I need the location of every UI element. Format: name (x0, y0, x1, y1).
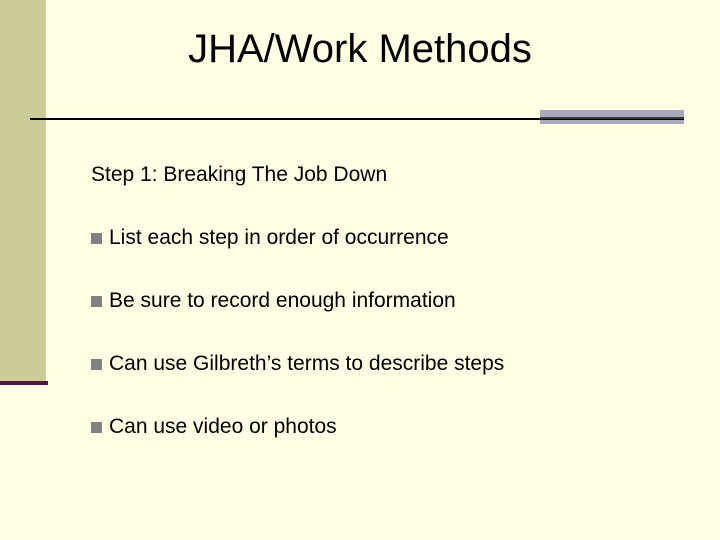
slide-title: JHA/Work Methods (188, 27, 532, 71)
bullet-item (91, 221, 691, 255)
bullet-text: Can use Gilbreth’s terms to describe steps (109, 352, 505, 375)
square-bullet-icon (91, 422, 102, 433)
title-rule-block-line (540, 117, 684, 119)
step-heading: Step 1: Breaking The Job Down (91, 163, 388, 186)
bullet-text: Be sure to record enough information (109, 289, 456, 312)
bullet-text: Can use video or photos (109, 415, 337, 438)
bullet-item (91, 284, 691, 318)
bullet-text: List each step in order of occurrence (109, 226, 449, 249)
square-bullet-icon (91, 233, 102, 244)
square-bullet-icon (91, 359, 102, 370)
left-sidebar-bar (0, 0, 46, 383)
bullet-item (91, 347, 691, 381)
square-bullet-icon (91, 296, 102, 307)
left-sidebar-accent (0, 381, 48, 385)
bullet-item (91, 410, 691, 444)
slide-content (91, 158, 691, 473)
